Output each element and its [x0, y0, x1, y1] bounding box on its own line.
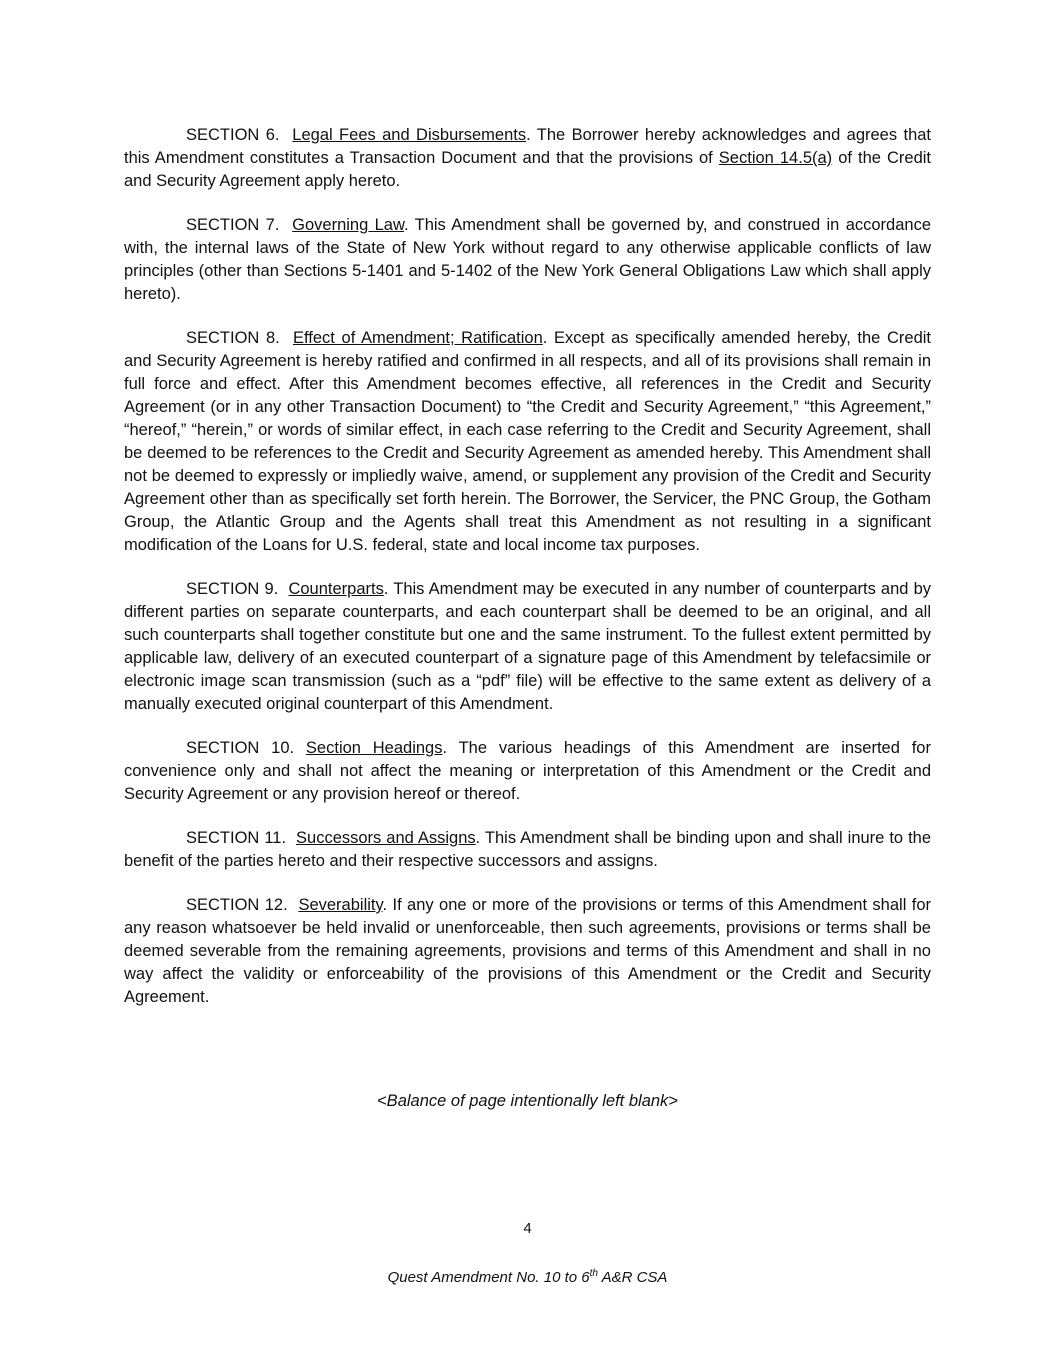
section-heading: Effect of Amendment; Ratification [293, 329, 543, 347]
section-heading: Legal Fees and Disbursements [292, 126, 527, 144]
section-heading: Severability [298, 896, 383, 914]
section-number: SECTION 9. [186, 580, 279, 598]
section-11 [124, 827, 931, 873]
section-10 [124, 737, 931, 806]
section-text: . The Borrower hereby acknowledges and agrees that this Amendment constitutes a Transaction Document and that the provisions of [124, 126, 932, 167]
section-text: . This Amendment shall be governed by, and construed in accordance with, the internal laws of the State of New York without regard to any otherwise applicable conflicts of law principles (other than Sections 5-1401 and 5-1402 of the New York General Obligations Law which shall apply hereto). [124, 216, 931, 303]
section-heading: Counterparts [288, 580, 384, 598]
section-text: . Except as specifically amended hereby, the Credit and Security Agreement is hereby ratified and confirmed in all respects, and all of its provisions shall remain in full force and effect. After this Amendment becomes effective, all references in the Credit and Security Agreement (or in any other Transaction Document) to “the Credit and Security Agreement,” “this Agreement,” “hereof,” “herein,” or words of similar effect, in each case referring to the Credit and Security Agreement, shall be deemed to be references to the Credit and Security Agreement as amended hereby. This Amendment shall not be deemed to expressly or impliedly waive, amend, or supplement any provision of the Credit and Security Agreement other than as specifically set forth herein. The Borrower, the Servicer, the PNC Group, the Gotham Group, the Atlantic Group and the Agents shall treat this Amendment as not resulting in a significant modification of the Loans for U.S. federal, state and local income tax purposes. [124, 329, 931, 554]
section-7 [124, 214, 931, 306]
section-text: . If any one or more of the provisions or terms of this Amendment shall for any reason whatsoever be held invalid or unenforceable, then such agreements, provisions or terms shall be deemed severable from the remaining agreements, provisions and terms of this Amendment and shall in no way affect the validity or enforceability of the provisions of this Amendment or the Credit and Security Agreement. [124, 896, 932, 1006]
section-heading: Governing Law [292, 216, 404, 234]
section-8 [124, 327, 931, 557]
section-number: SECTION 6. [186, 126, 280, 144]
section-number: SECTION 10. [186, 739, 295, 757]
document-body [124, 124, 931, 1030]
section-reference: Section 14.5(a) [718, 149, 833, 167]
section-heading: Successors and Assigns [296, 829, 476, 847]
blank-page-note: <Balance of page intentionally left blank> [377, 1092, 678, 1110]
section-text: . This Amendment shall be binding upon and shall inure to the benefit of the parties hereto and their respective successors and assigns. [124, 829, 932, 870]
section-12 [124, 894, 931, 1009]
section-number: SECTION 11. [186, 829, 287, 847]
document-footer [0, 1264, 1055, 1288]
section-9 [124, 578, 931, 716]
section-text: of the Credit and Security Agreement apply hereto. [124, 149, 931, 190]
section-number: SECTION 8. [186, 329, 280, 347]
section-number: SECTION 12. [186, 896, 288, 914]
footer-text-suffix: A&R CSA [597, 1269, 668, 1286]
footer-superscript: th [589, 1268, 598, 1279]
section-text: . This Amendment may be executed in any number of counterparts and by different parties on separate counterparts, and each counterpart shall be deemed to be an original, and all such counterparts shall together constitute but one and the same instrument. To the fullest extent permitted by applicable law, delivery of an executed counterpart of a signature page of this Amendment by telefacsimile or electronic image scan transmission (such as a “pdf” file) will be effective to the same extent as delivery of a manually executed original counterpart of this Amendment. [124, 580, 932, 713]
section-6 [124, 124, 931, 193]
page-number: 4 [523, 1220, 532, 1237]
section-text: . The various headings of this Amendment are inserted for convenience only and shall not affect the meaning or interpretation of this Amendment or the Credit and Security Agreement or any provision hereof or thereof. [124, 739, 931, 803]
footer-text: Quest Amendment No. 10 to 6 [387, 1269, 590, 1286]
section-heading: Section Headings [305, 739, 443, 757]
section-number: SECTION 7. [186, 216, 280, 234]
